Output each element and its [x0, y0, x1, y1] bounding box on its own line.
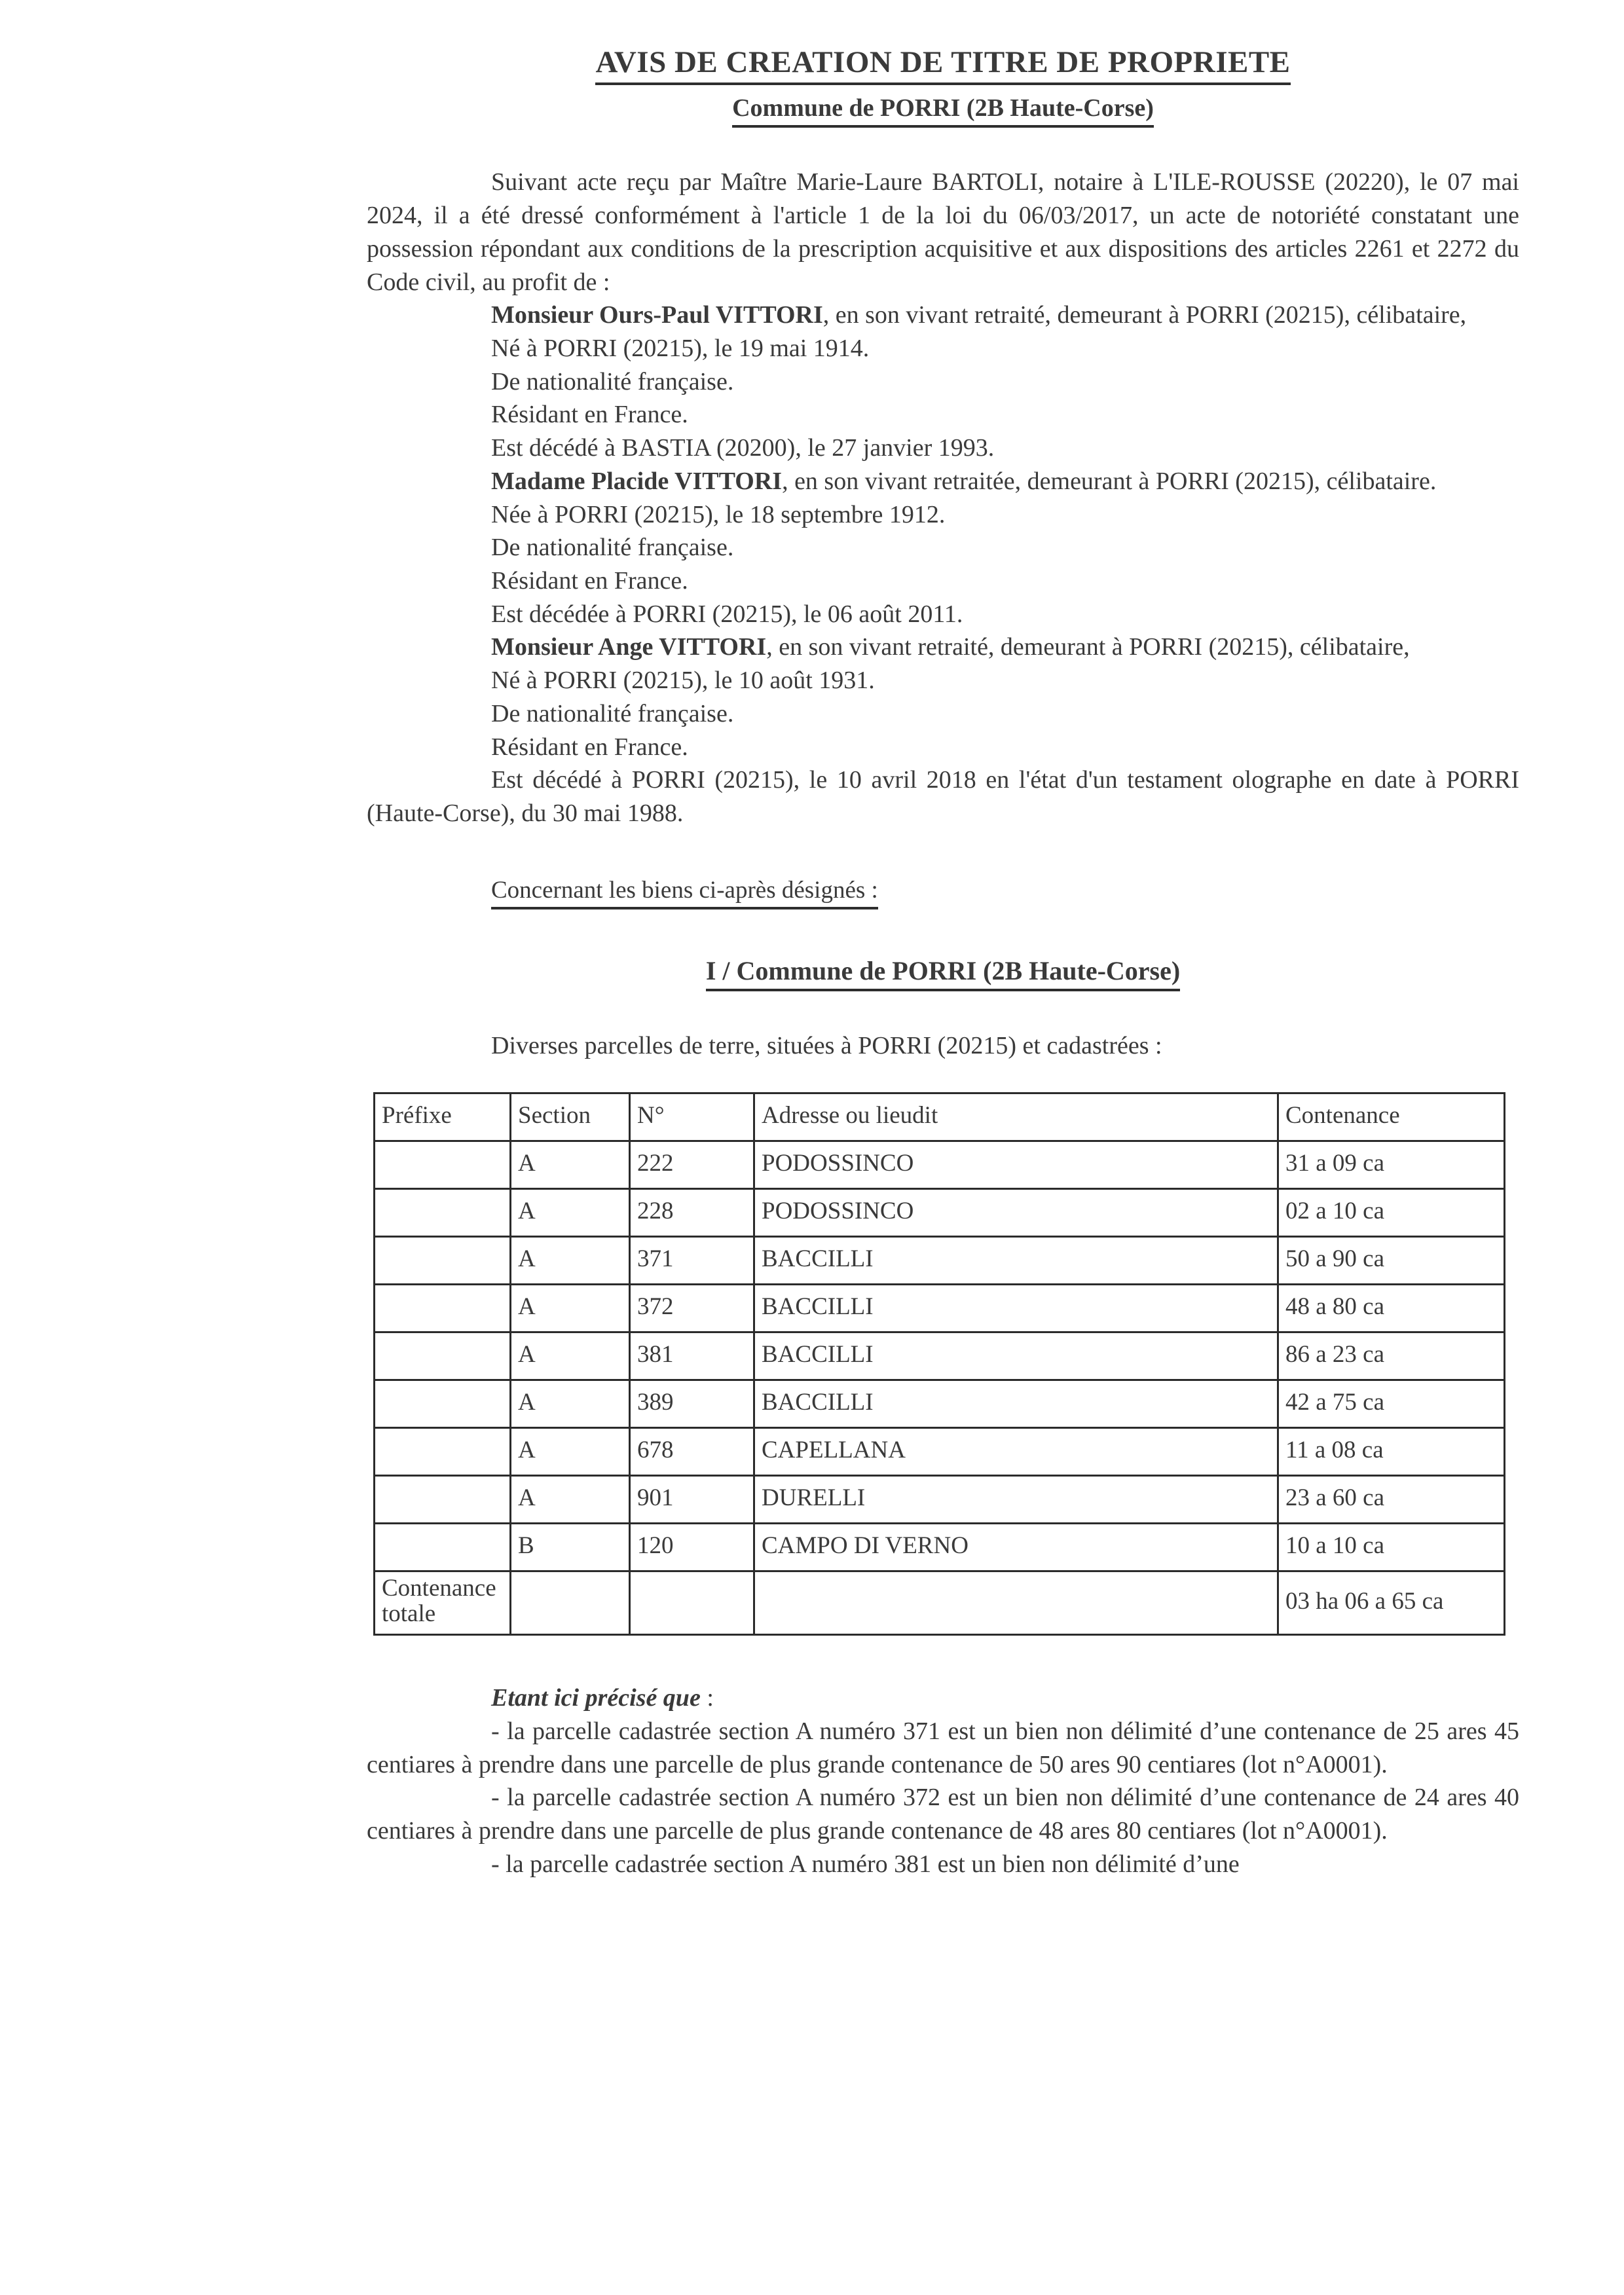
column-header-contenance: Contenance: [1278, 1093, 1505, 1141]
cell-numero: 901: [630, 1476, 754, 1524]
table-row: [375, 1476, 1505, 1524]
total-spacer-adresse: [754, 1571, 1278, 1635]
cell-numero: 381: [630, 1332, 754, 1380]
precision-item-1: - la parcelle cadastrée section A numéro 371 est un bien non délimité d’une contenance de 25 ares 45 centiares à prendre dans une parcelle de plus grande contenance de 50 ares 90 centiares (lot n°A0001).: [367, 1717, 1519, 1778]
person-1-qualification: , en son vivant retraité, demeurant à PORRI (20215), célibataire,: [822, 301, 1467, 329]
cell-numero: 120: [630, 1524, 754, 1571]
column-header-section: Section: [511, 1093, 630, 1141]
cell-prefixe: [375, 1189, 511, 1237]
cell-adresse: BACCILLI: [754, 1380, 1278, 1428]
cell-contenance: 48 a 80 ca: [1278, 1285, 1505, 1332]
cell-adresse: PODOSSINCO: [754, 1141, 1278, 1189]
cell-adresse: PODOSSINCO: [754, 1189, 1278, 1237]
person-3-residence: Résidant en France.: [491, 733, 688, 761]
column-header-adresse: Adresse ou lieudit: [754, 1093, 1278, 1141]
document-subtitle: [367, 94, 1519, 128]
document-title: [367, 46, 1519, 85]
cell-prefixe: [375, 1428, 511, 1476]
cell-numero: 389: [630, 1380, 754, 1428]
person-2-residence: Résidant en France.: [491, 567, 688, 595]
cell-section: A: [511, 1476, 630, 1524]
person-3-birth: Né à PORRI (20215), le 10 août 1931.: [491, 667, 875, 695]
table-row: [375, 1524, 1505, 1571]
total-spacer-section: [511, 1571, 630, 1635]
table-row: [375, 1285, 1505, 1332]
cell-section: B: [511, 1524, 630, 1571]
person-1-death: Est décédé à BASTIA (20200), le 27 janvier 1993.: [491, 434, 995, 462]
document-subtitle-text: Commune de PORRI (2B Haute-Corse): [732, 94, 1154, 128]
precision-item-2: - la parcelle cadastrée section A numéro 372 est un bien non délimité d’une contenance de 24 ares 40 centiares à prendre dans une parcelle de plus grande contenance de 48 ares 80 centiares (lot n°A0001).: [367, 1784, 1519, 1845]
precisions-heading-suffix: :: [700, 1684, 714, 1712]
table-header-row: [375, 1093, 1505, 1141]
table-row: [375, 1237, 1505, 1285]
precisions-heading: [367, 1681, 1519, 1715]
cell-prefixe: [375, 1524, 511, 1571]
intro-paragraph: Suivant acte reçu par Maître Marie-Laure BARTOLI, notaire à L'ILE-ROUSSE (20220), le 07 mai 2024, il a été dressé conformément à l'article 1 de la loi du 06/03/2017, un acte de notoriété constatant une possession répondant aux conditions de la prescription acquisitive et aux dispositions des articles 2261 et 2272 du Code civil, au profit de :: [367, 168, 1519, 296]
cell-prefixe: [375, 1237, 511, 1285]
person-2-qualification: , en son vivant retraitée, demeurant à PORRI (20215), célibataire.: [782, 467, 1437, 495]
cell-contenance: 11 a 08 ca: [1278, 1428, 1505, 1476]
cell-adresse: CAPELLANA: [754, 1428, 1278, 1476]
person-1-nationality: De nationalité française.: [491, 367, 734, 395]
cell-contenance: 42 a 75 ca: [1278, 1380, 1505, 1428]
person-3-nationality: De nationalité française.: [491, 699, 734, 727]
person-3-heading: [367, 631, 1519, 664]
table-row: [375, 1428, 1505, 1476]
cell-adresse: BACCILLI: [754, 1332, 1278, 1380]
cell-contenance: 23 a 60 ca: [1278, 1476, 1505, 1524]
person-3-name: Monsieur Ange VITTORI: [491, 633, 767, 661]
person-1-residence: Résidant en France.: [491, 401, 688, 429]
person-3-death: Est décédé à PORRI (20215), le 10 avril 2018 en l'état d'un testament olographe en date à PORRI (Haute-Corse), du 30 mai 1988.: [367, 766, 1519, 828]
person-3-qualification: , en son vivant retraité, demeurant à PORRI (20215), célibataire,: [766, 633, 1410, 661]
cell-numero: 371: [630, 1237, 754, 1285]
section-heading: [367, 955, 1519, 991]
section-heading-text: I / Commune de PORRI (2B Haute-Corse): [706, 955, 1180, 991]
cell-section: A: [511, 1428, 630, 1476]
cell-section: A: [511, 1189, 630, 1237]
concerning-heading-text: Concernant les biens ci-après désignés :: [491, 876, 878, 909]
person-2-nationality: De nationalité française.: [491, 534, 734, 562]
document-content: [367, 46, 1519, 1881]
person-2-birth: Née à PORRI (20215), le 18 septembre 1912.: [491, 500, 946, 528]
cell-section: A: [511, 1380, 630, 1428]
table-row: [375, 1141, 1505, 1189]
section-lead: Diverses parcelles de terre, situées à PORRI (20215) et cadastrées :: [491, 1031, 1162, 1059]
person-2-name: Madame Placide VITTORI: [491, 467, 783, 495]
precision-item-3: - la parcelle cadastrée section A numéro 381 est un bien non délimité d’une: [491, 1850, 1240, 1878]
table-row: [375, 1332, 1505, 1380]
cell-section: A: [511, 1332, 630, 1380]
column-header-numero: N°: [630, 1093, 754, 1141]
cell-prefixe: [375, 1332, 511, 1380]
total-contenance: 03 ha 06 a 65 ca: [1278, 1571, 1505, 1635]
cell-section: A: [511, 1141, 630, 1189]
cell-prefixe: [375, 1380, 511, 1428]
cadastre-table: [373, 1092, 1505, 1636]
concerning-heading: [367, 876, 1519, 909]
cell-numero: 372: [630, 1285, 754, 1332]
cell-section: A: [511, 1237, 630, 1285]
cell-contenance: 86 a 23 ca: [1278, 1332, 1505, 1380]
cell-adresse: BACCILLI: [754, 1237, 1278, 1285]
cell-section: A: [511, 1285, 630, 1332]
cell-numero: 678: [630, 1428, 754, 1476]
person-2-heading: [367, 465, 1519, 498]
cell-contenance: 02 a 10 ca: [1278, 1189, 1505, 1237]
column-header-prefixe: Préfixe: [375, 1093, 511, 1141]
cell-numero: 222: [630, 1141, 754, 1189]
person-2-death: Est décédée à PORRI (20215), le 06 août 2011.: [491, 600, 963, 628]
cell-prefixe: [375, 1141, 511, 1189]
table-total-row: [375, 1571, 1505, 1635]
cell-adresse: BACCILLI: [754, 1285, 1278, 1332]
person-1-birth: Né à PORRI (20215), le 19 mai 1914.: [491, 334, 870, 362]
total-label: Contenance totale: [375, 1571, 511, 1635]
cell-numero: 228: [630, 1189, 754, 1237]
table-row: [375, 1380, 1505, 1428]
cell-contenance: 10 a 10 ca: [1278, 1524, 1505, 1571]
person-1-heading: [367, 299, 1519, 332]
cell-contenance: 50 a 90 ca: [1278, 1237, 1505, 1285]
precisions-heading-text: Etant ici précisé que: [491, 1684, 701, 1712]
cell-adresse: CAMPO DI VERNO: [754, 1524, 1278, 1571]
table-row: [375, 1189, 1505, 1237]
total-spacer-numero: [630, 1571, 754, 1635]
cell-contenance: 31 a 09 ca: [1278, 1141, 1505, 1189]
cell-prefixe: [375, 1285, 511, 1332]
cell-adresse: DURELLI: [754, 1476, 1278, 1524]
cell-prefixe: [375, 1476, 511, 1524]
document-title-text: AVIS DE CREATION DE TITRE DE PROPRIETE: [595, 46, 1290, 85]
person-1-name: Monsieur Ours-Paul VITTORI: [491, 301, 823, 329]
